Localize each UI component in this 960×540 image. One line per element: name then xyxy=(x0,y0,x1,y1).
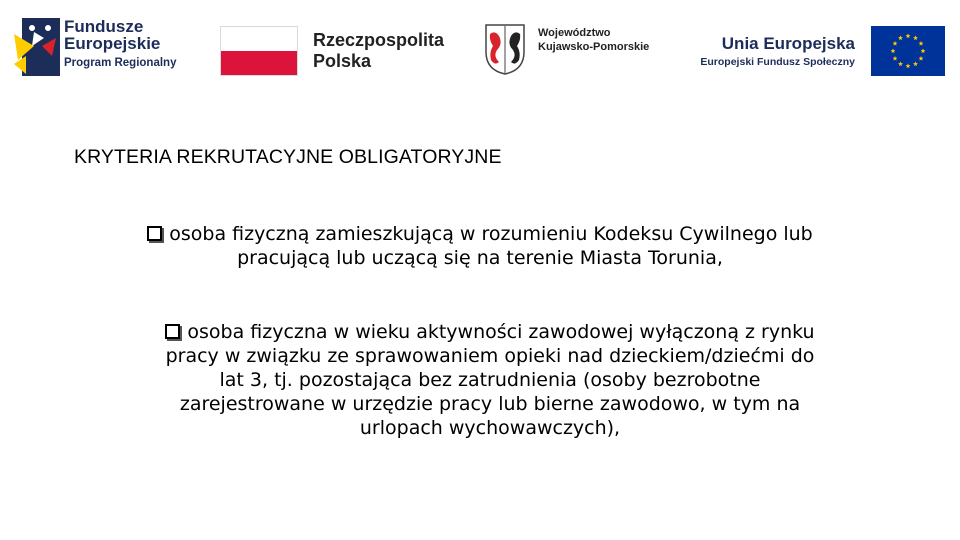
fundusze-europejskie-logo xyxy=(12,16,192,80)
fe-line3: Program Regionalny xyxy=(64,57,177,69)
section-heading: KRYTERIA REKRUTACYJNE OBLIGATORYJNE xyxy=(74,146,502,168)
ue-line1: Unia Europejska xyxy=(721,34,855,53)
checkbox-bullet-icon xyxy=(165,324,180,339)
ue-line2: Europejski Fundusz Społeczny xyxy=(700,56,855,68)
criterion-2-line-3: lat 3, tj. pozostająca bez zatrudnienia (osoby bezrobotne xyxy=(219,369,761,391)
rp-line2: Polska xyxy=(313,51,372,71)
fe-line2: Europejskie xyxy=(64,34,161,53)
criterion-2-line-1: osoba fizyczna w wieku aktywności zawodowej wyłączoną z rynku xyxy=(187,321,815,343)
rp-line1: Rzeczpospolita xyxy=(313,30,445,50)
criterion-2-line-5: urlopach wychowawczych), xyxy=(359,417,621,439)
fe-line1: Fundusze xyxy=(64,17,144,36)
criterion-2-line-2: pracy w związku ze sprawowaniem opieki nad dzieckiem/dziećmi do xyxy=(165,345,815,367)
wk-line2: Kujawsko-Pomorskie xyxy=(538,41,650,53)
wk-line1: Województwo xyxy=(538,27,611,39)
checkbox-bullet-icon xyxy=(147,226,162,241)
criterion-item-2 xyxy=(80,320,900,440)
eu-flag-icon xyxy=(871,26,945,76)
fundusze-europejskie-star-icon xyxy=(12,16,62,78)
kujawsko-pomorskie-emblem-icon xyxy=(483,22,527,76)
unia-europejska-logo xyxy=(695,26,945,78)
rzeczpospolita-polska-logo xyxy=(220,26,450,78)
poland-flag-icon xyxy=(220,26,298,76)
criterion-2-line-4: zarejestrowane w urzędzie pracy lub bierne zawodowo, w tym na xyxy=(179,393,801,415)
criterion-1-line-2: pracującą lub uczącą się na terenie Miasta Torunia, xyxy=(237,247,723,269)
logo-bar xyxy=(0,0,960,100)
wojewodztwo-logo xyxy=(483,22,658,78)
criterion-item-1 xyxy=(70,222,890,270)
criterion-1-line-1: osoba fizyczną zamieszkującą w rozumieniu Kodeksu Cywilnego lub xyxy=(169,223,813,245)
